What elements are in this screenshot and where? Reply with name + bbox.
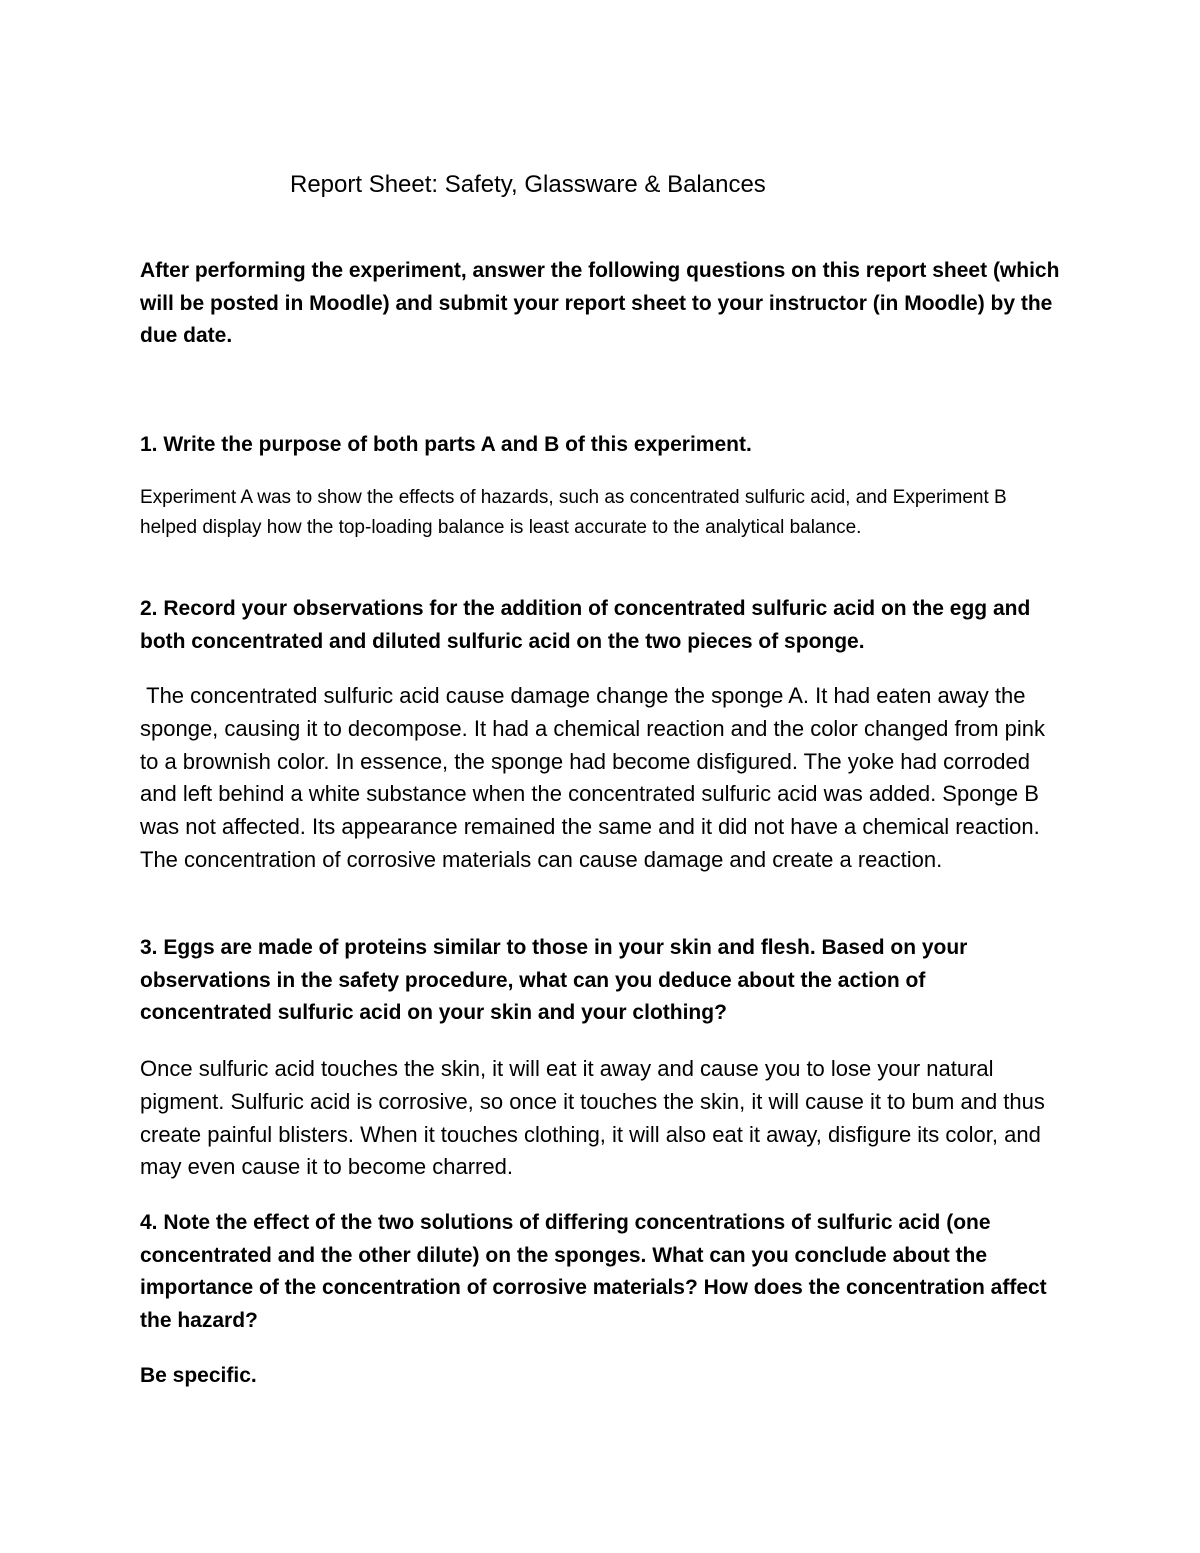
question-1-prompt: 1. Write the purpose of both parts A and B of this experiment. <box>140 433 752 456</box>
question-1-answer: Experiment A was to show the effects of hazards, such as concentrated sulfuric acid, and Experiment B helped display how the top-loading balance is least accurate to the analytical balance. <box>140 487 1007 538</box>
instructions: After performing the experiment, answer the following questions on this report sheet (which will be posted in Moodle) and submit your report sheet to your instructor (in Moodle) by the due date. <box>140 259 1060 347</box>
question-2-prompt: 2. Record your observations for the addition of concentrated sulfuric acid on the egg and both concentrated and diluted sulfuric acid on the two pieces of sponge. <box>140 597 1031 653</box>
page-title: Report Sheet: Safety, Glassware & Balances <box>290 171 766 198</box>
question-3-prompt: 3. Eggs are made of proteins similar to those in your skin and flesh. Based on your observations in the safety procedure, what can you deduce about the action of concentrated sulfuric acid on your skin and your clothing? <box>140 936 968 1024</box>
question-3-answer: Once sulfuric acid touches the skin, it will eat it away and cause you to lose your natural pigment. Sulfuric acid is corrosive, so once it touches the skin, it will cause it to bum and thus create painful blisters. When it touches clothing, it will also eat it away, disfigure its color, and may even cause it to become charred. <box>140 1056 1045 1180</box>
question-4-note: Be specific. <box>140 1364 257 1387</box>
question-4-prompt: 4. Note the effect of the two solutions of differing concentrations of sulfuric acid (one concentrated and the other dilute) on the sponges. What can you conclude about the importance of the concentration of corrosive materials? How does the concentration affect the hazard? <box>140 1211 1047 1332</box>
question-2-answer: The concentrated sulfuric acid cause damage change the sponge A. It had eaten away the sponge, causing it to decompose. It had a chemical reaction and the color changed from pink to a brownish color. In essence, the sponge had become disfigured. The yoke had corroded and left behind a white substance when the concentrated sulfuric acid was added. Sponge B was not affected. Its appearance remained the same and it did not have a chemical reaction. The concentration of corrosive materials can cause damage and create a reaction. <box>140 683 1052 872</box>
